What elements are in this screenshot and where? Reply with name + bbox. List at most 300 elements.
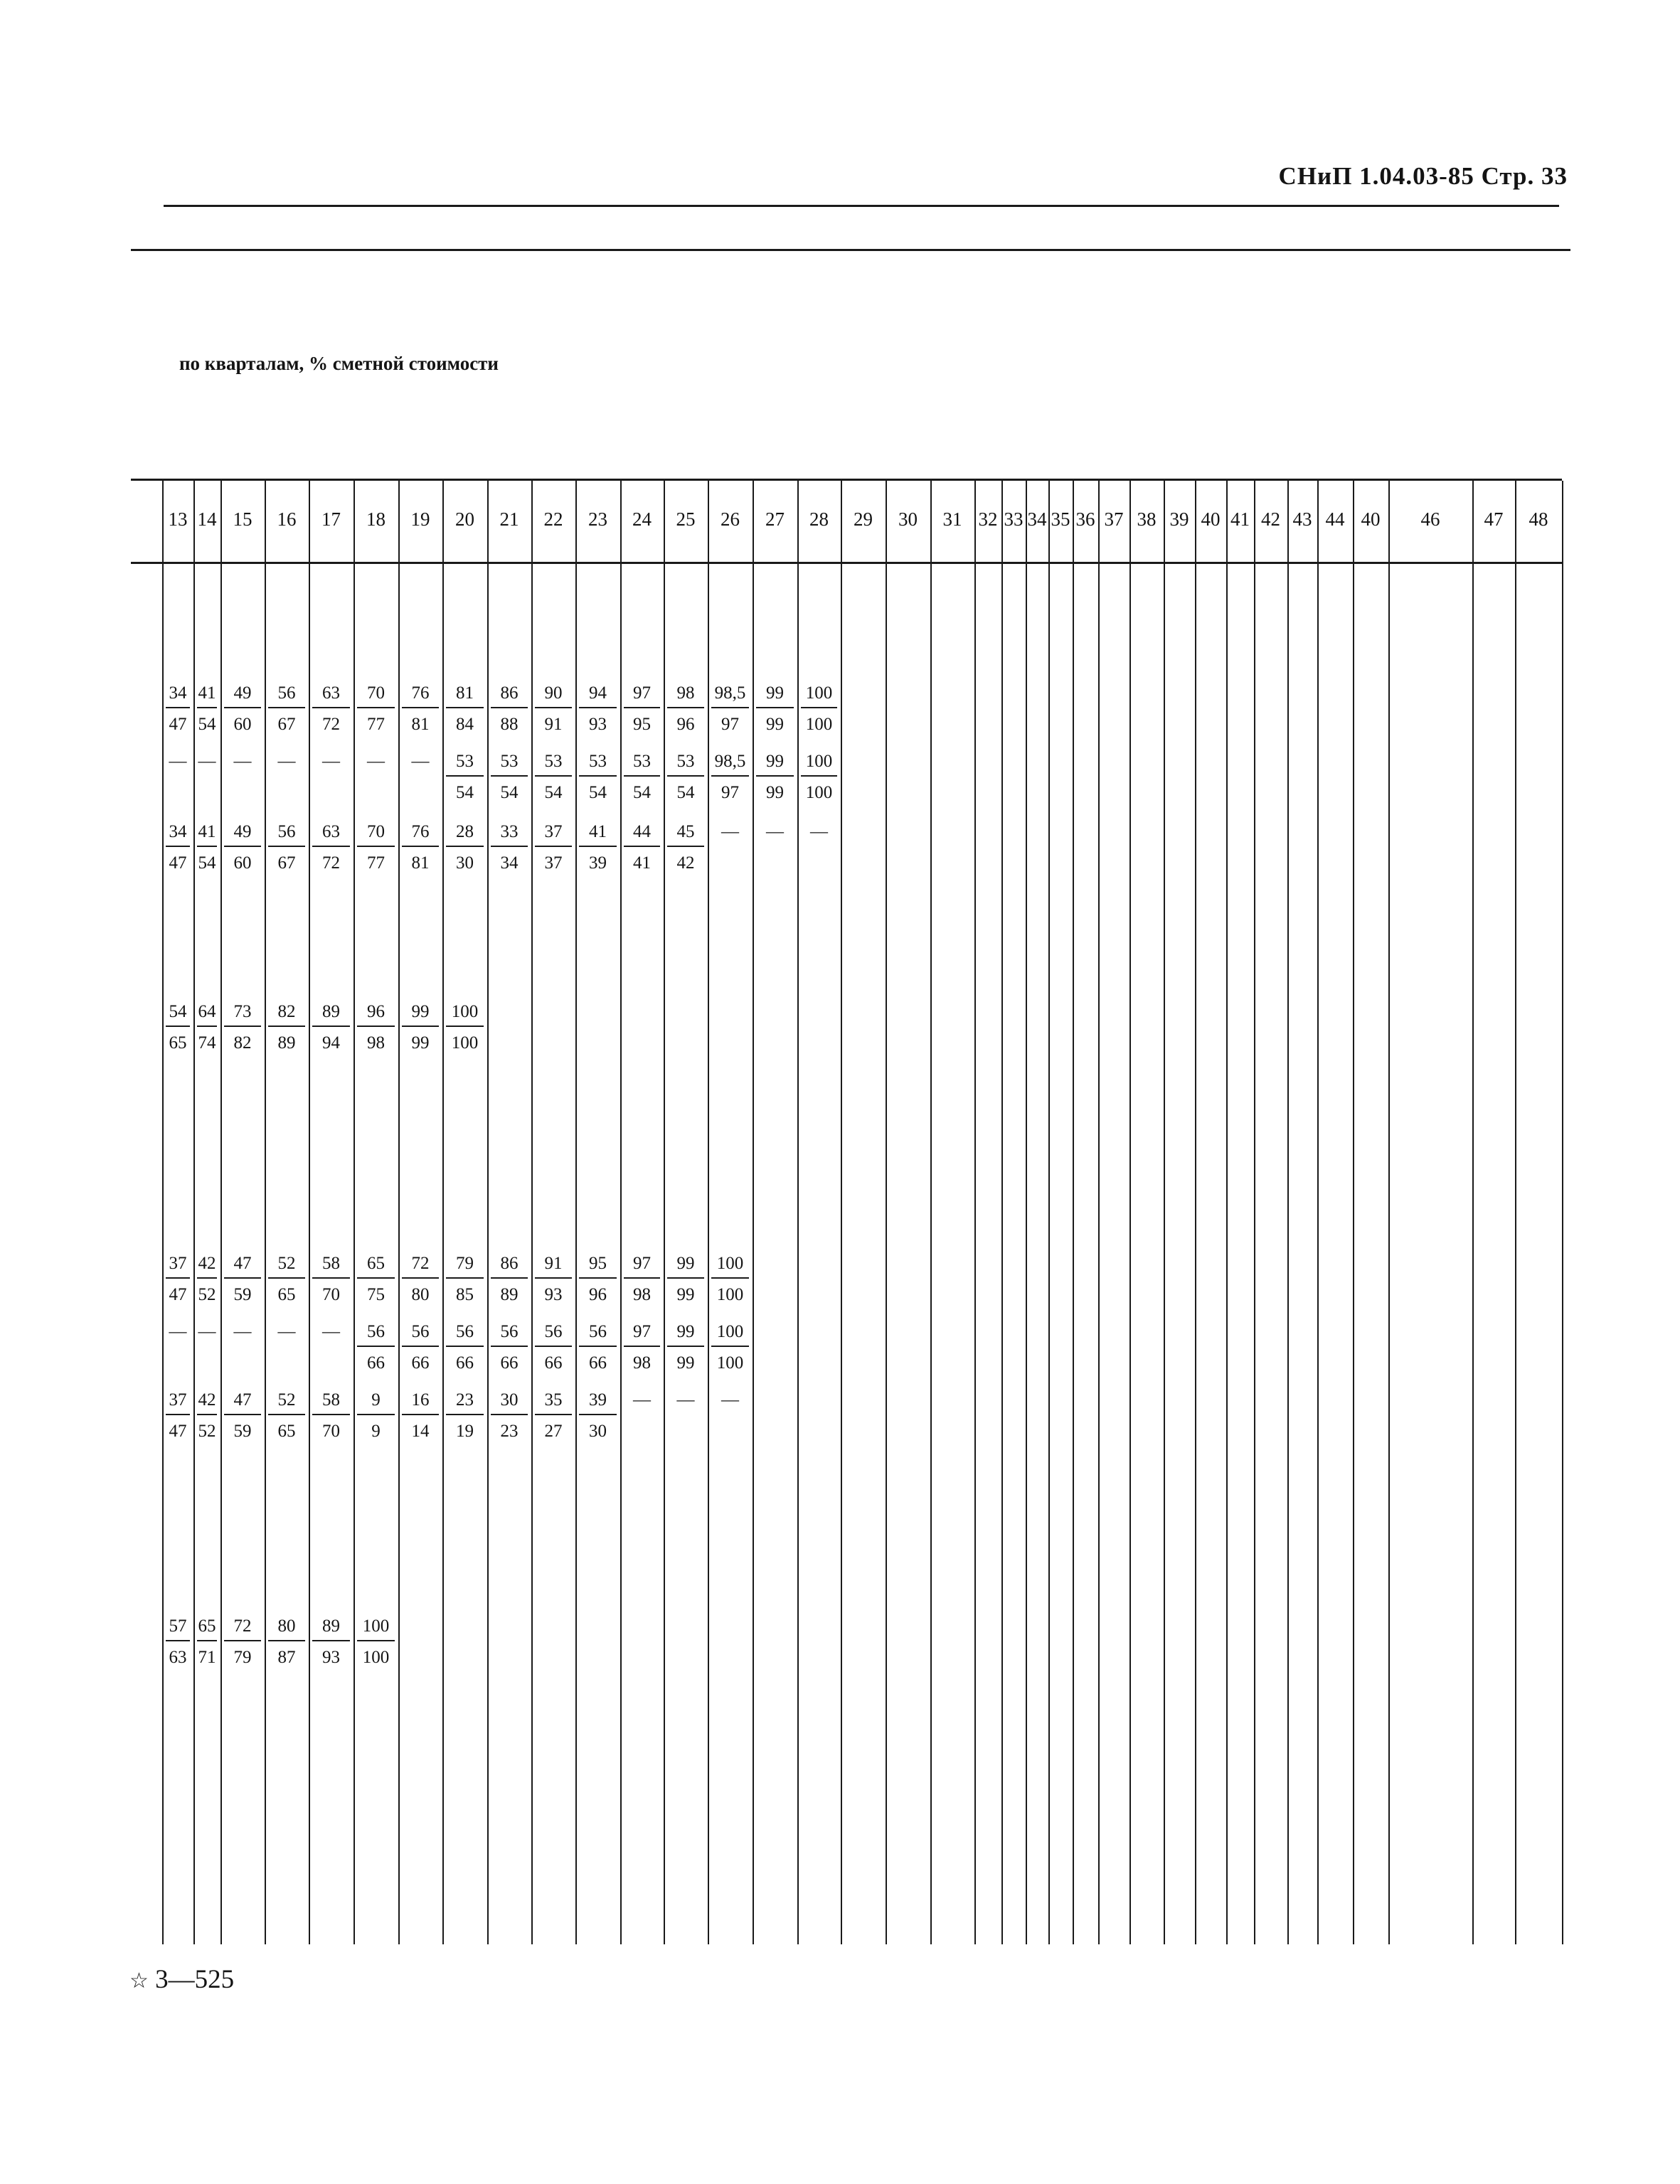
cell-denominator: 30: [589, 1422, 607, 1441]
cell-numerator: 95: [579, 1253, 617, 1279]
cell-denominator: 79: [233, 1648, 252, 1667]
table-cell: [162, 1253, 193, 1306]
cell-denominator: 89: [277, 1033, 296, 1053]
column-header: 24: [632, 508, 652, 530]
table-cell: [620, 821, 664, 874]
table-cell: [575, 1253, 620, 1306]
cell-denominator: 95: [633, 715, 651, 734]
cell-numerator: —: [721, 1390, 739, 1410]
cell-denominator: 54: [544, 783, 563, 802]
cell-numerator: 79: [446, 1253, 484, 1279]
cell-denominator: 54: [589, 783, 607, 802]
cell-denominator: 47: [169, 715, 187, 734]
cell-numerator: 70: [357, 821, 395, 847]
table-cell: [575, 683, 620, 735]
column-divider: [1317, 481, 1319, 1944]
table-cell: [265, 751, 309, 802]
column-divider: [1129, 481, 1131, 1944]
cell-denominator: 98: [367, 1033, 385, 1053]
table-cell: [220, 1390, 265, 1442]
cell-denominator: 93: [589, 715, 607, 734]
column-header: 34: [1027, 508, 1047, 530]
cell-denominator: 41: [633, 853, 651, 873]
cell-numerator: 56: [268, 821, 305, 847]
cell-numerator: 56: [579, 1321, 617, 1347]
cell-denominator: 19: [456, 1422, 474, 1441]
cell-denominator: [398, 775, 442, 802]
cell-denominator: 23: [500, 1422, 519, 1441]
table-caption: по кварталам, % сметной стоимости: [179, 353, 499, 374]
table-cell: [265, 1390, 309, 1442]
cell-denominator: 47: [169, 853, 187, 873]
cell-numerator: —: [277, 752, 296, 771]
cell-denominator: 30: [456, 853, 474, 873]
cell-denominator: 96: [589, 1285, 607, 1304]
cell-denominator: 97: [721, 715, 739, 734]
cell-numerator: —: [322, 752, 340, 771]
column-divider: [974, 481, 976, 1944]
table-cell: [220, 821, 265, 874]
table-cell: [309, 821, 353, 874]
cell-denominator: [309, 775, 353, 802]
cell-denominator: 74: [198, 1033, 216, 1053]
cell-numerator: 23: [446, 1390, 484, 1415]
cell-denominator: 98: [633, 1285, 651, 1304]
cell-numerator: 65: [197, 1616, 217, 1641]
cell-numerator: 56: [357, 1321, 395, 1347]
table-cell: [353, 751, 398, 802]
table-cell: [575, 1390, 620, 1442]
table-cell: [265, 1321, 309, 1373]
cell-denominator: 81: [411, 715, 430, 734]
cell-numerator: 72: [224, 1616, 261, 1641]
cell-numerator: 100: [801, 683, 837, 708]
cell-denominator: [797, 846, 841, 873]
column-header: 14: [197, 508, 217, 530]
cell-numerator: —: [169, 1322, 187, 1341]
table-cell: [398, 1001, 442, 1054]
table-cell: [487, 683, 531, 735]
column-divider: [1001, 481, 1003, 1944]
cell-numerator: 28: [446, 821, 484, 847]
column-divider: [841, 481, 842, 1944]
cell-numerator: 100: [801, 751, 837, 777]
table-cell: [797, 683, 841, 735]
table-cell: [193, 1321, 220, 1373]
cell-denominator: 63: [169, 1648, 187, 1667]
cell-denominator: 77: [367, 715, 385, 734]
cell-denominator: 85: [456, 1285, 474, 1304]
table-cell: [162, 821, 193, 874]
cell-numerator: 53: [491, 751, 528, 777]
cell-denominator: 60: [233, 853, 252, 873]
cell-denominator: 65: [277, 1422, 296, 1441]
column-divider: [1073, 481, 1074, 1944]
cell-numerator: —: [277, 1322, 296, 1341]
cell-denominator: 54: [633, 783, 651, 802]
table-cell: [309, 1390, 353, 1442]
table-cell: [531, 1390, 575, 1442]
cell-denominator: 84: [456, 715, 474, 734]
cell-numerator: 58: [312, 1390, 350, 1415]
cell-numerator: 52: [268, 1253, 305, 1279]
cell-numerator: 97: [624, 1253, 660, 1279]
table-cell: [664, 1390, 708, 1441]
column-header: 31: [942, 508, 962, 530]
cell-denominator: 14: [411, 1422, 430, 1441]
cell-numerator: 37: [166, 1253, 190, 1279]
cell-denominator: 82: [233, 1033, 252, 1053]
column-header: 32: [978, 508, 998, 530]
table-cell: [309, 683, 353, 735]
cell-numerator: 41: [197, 821, 217, 847]
cell-numerator: —: [198, 752, 216, 771]
table-cell: [620, 1390, 664, 1441]
table-cell: [162, 1616, 193, 1668]
cell-numerator: 47: [224, 1390, 261, 1415]
cell-numerator: 56: [446, 1321, 484, 1347]
cell-numerator: 56: [535, 1321, 572, 1347]
column-divider: [1026, 481, 1027, 1944]
column-header: 19: [410, 508, 430, 530]
cell-denominator: [708, 846, 753, 873]
cell-denominator: 60: [233, 715, 252, 734]
cell-numerator: 94: [579, 683, 617, 708]
cell-numerator: —: [810, 822, 828, 841]
table-cell: [353, 683, 398, 735]
cell-numerator: 49: [224, 821, 261, 847]
cell-denominator: [220, 775, 265, 802]
cell-numerator: 44: [624, 821, 660, 847]
cell-numerator: 97: [624, 1321, 660, 1347]
cell-numerator: 65: [357, 1253, 395, 1279]
table-cell: [664, 751, 708, 804]
cell-denominator: 66: [367, 1353, 385, 1373]
cell-denominator: [162, 775, 193, 802]
cell-numerator: 80: [268, 1616, 305, 1641]
cell-numerator: 53: [446, 751, 484, 777]
table-cell: [398, 683, 442, 735]
cell-denominator: 100: [716, 1285, 744, 1304]
cell-denominator: 65: [277, 1285, 296, 1304]
column-header: 18: [366, 508, 386, 530]
cell-numerator: —: [676, 1390, 695, 1410]
column-header: 47: [1484, 508, 1504, 530]
cell-numerator: 30: [491, 1390, 528, 1415]
column-header: 48: [1529, 508, 1548, 530]
table-cell: [193, 683, 220, 735]
cell-numerator: 81: [446, 683, 484, 708]
table-cell: [708, 751, 753, 804]
cell-denominator: 100: [716, 1353, 744, 1373]
column-divider: [1287, 481, 1289, 1944]
table-cell: [442, 1001, 487, 1054]
cell-denominator: [265, 775, 309, 802]
column-divider: [1195, 481, 1196, 1944]
table-cell: [442, 1390, 487, 1442]
cell-numerator: —: [633, 1390, 651, 1410]
table-cell: [575, 751, 620, 804]
cell-denominator: 98: [633, 1353, 651, 1373]
table-cell: [753, 683, 797, 735]
column-header: 30: [898, 508, 918, 530]
table-cell: [353, 1616, 398, 1668]
table-cell: [193, 821, 220, 874]
table-cell: [708, 1390, 753, 1441]
cell-denominator: [620, 1414, 664, 1441]
cell-numerator: 91: [535, 1253, 572, 1279]
table-cell: [265, 1001, 309, 1054]
cell-numerator: 100: [446, 1001, 484, 1027]
table-cell: [487, 751, 531, 804]
table-cell: [353, 1253, 398, 1306]
table-cell: [265, 1616, 309, 1668]
table-cell: [620, 751, 664, 804]
header-rule: [164, 205, 1559, 207]
column-header: 16: [277, 508, 297, 530]
column-divider: [1388, 481, 1390, 1944]
column-divider: [1254, 481, 1255, 1944]
cell-denominator: 47: [169, 1422, 187, 1441]
cell-numerator: —: [233, 1322, 252, 1341]
column-divider: [1515, 481, 1516, 1944]
cell-numerator: 70: [357, 683, 395, 708]
table-cell: [162, 751, 193, 802]
cell-numerator: 96: [357, 1001, 395, 1027]
cell-denominator: 66: [411, 1353, 430, 1373]
cell-numerator: 49: [224, 683, 261, 708]
table-cell: [531, 1321, 575, 1374]
table-cell: [193, 1390, 220, 1442]
table-cell: [220, 683, 265, 735]
cell-denominator: [162, 1346, 193, 1373]
cell-denominator: 77: [367, 853, 385, 873]
cell-numerator: 53: [535, 751, 572, 777]
cell-numerator: 56: [402, 1321, 439, 1347]
cell-numerator: 45: [667, 821, 704, 847]
table-cell: [353, 1390, 398, 1442]
cell-numerator: 63: [312, 821, 350, 847]
table-cell: [442, 683, 487, 735]
cell-numerator: 42: [197, 1390, 217, 1415]
column-header: 20: [455, 508, 474, 530]
cell-denominator: 70: [322, 1422, 340, 1441]
table-cell: [620, 1321, 664, 1374]
column-header: 41: [1230, 508, 1250, 530]
table-cell: [220, 1616, 265, 1668]
cell-denominator: 66: [544, 1353, 563, 1373]
cell-numerator: 41: [197, 683, 217, 708]
column-header: 15: [233, 508, 252, 530]
table-cell: [664, 821, 708, 874]
cell-numerator: —: [169, 752, 187, 771]
column-divider: [1226, 481, 1228, 1944]
table-cell: [309, 1001, 353, 1054]
column-divider: [1353, 481, 1354, 1944]
cell-denominator: 65: [169, 1033, 187, 1053]
cell-numerator: —: [198, 1322, 216, 1341]
cell-denominator: 99: [676, 1285, 695, 1304]
column-header: 36: [1075, 508, 1095, 530]
cell-denominator: [265, 1346, 309, 1373]
cell-denominator: 54: [676, 783, 695, 802]
cell-denominator: 54: [198, 715, 216, 734]
cell-numerator: 98,5: [711, 683, 749, 708]
table-cell: [353, 821, 398, 874]
column-divider: [1164, 481, 1165, 1944]
cell-denominator: 100: [805, 783, 833, 802]
cell-denominator: 100: [451, 1033, 479, 1053]
cell-numerator: 72: [402, 1253, 439, 1279]
cell-denominator: 99: [676, 1353, 695, 1373]
column-header: 46: [1420, 508, 1440, 530]
table-cell: [620, 1253, 664, 1306]
table-cell: [797, 821, 841, 873]
cell-denominator: 59: [233, 1285, 252, 1304]
star-icon: ☆: [129, 1969, 149, 1993]
cell-denominator: 96: [676, 715, 695, 734]
table-cell: [398, 751, 442, 802]
table-cell: [708, 1253, 753, 1306]
cell-denominator: [193, 1346, 220, 1373]
cell-numerator: 56: [491, 1321, 528, 1347]
cell-numerator: 58: [312, 1253, 350, 1279]
table-cell: [664, 1253, 708, 1306]
cell-numerator: 73: [224, 1001, 261, 1027]
cell-denominator: 37: [544, 853, 563, 873]
table-cell: [398, 1390, 442, 1442]
cell-numerator: 41: [579, 821, 617, 847]
table-cell: [309, 1253, 353, 1306]
cell-numerator: 37: [535, 821, 572, 847]
cell-numerator: 99: [402, 1001, 439, 1027]
column-header: 40: [1201, 508, 1221, 530]
cell-denominator: [193, 775, 220, 802]
column-divider: [1098, 481, 1100, 1944]
cell-denominator: 42: [676, 853, 695, 873]
table-cell: [487, 1321, 531, 1374]
column-header: 26: [721, 508, 740, 530]
cell-denominator: 54: [456, 783, 474, 802]
table-cell: [664, 683, 708, 735]
column-divider: [1048, 481, 1050, 1944]
cell-numerator: 35: [535, 1390, 572, 1415]
cell-numerator: —: [721, 822, 739, 841]
table-cell: [353, 1001, 398, 1054]
table-cell: [753, 751, 797, 804]
cell-denominator: 66: [589, 1353, 607, 1373]
table-cell: [708, 1321, 753, 1374]
cell-denominator: [664, 1414, 708, 1441]
table-cell: [442, 1321, 487, 1374]
table-cell: [708, 683, 753, 735]
cell-numerator: 37: [166, 1390, 190, 1415]
table-cell: [531, 1253, 575, 1306]
table-cell: [531, 821, 575, 874]
column-header: 43: [1292, 508, 1312, 530]
cell-denominator: 27: [544, 1422, 563, 1441]
table-cell: [265, 683, 309, 735]
cell-denominator: 72: [322, 715, 340, 734]
table-cell: [664, 1321, 708, 1374]
table-cell: [265, 821, 309, 874]
table-cell: [309, 1321, 353, 1373]
cell-numerator: 86: [491, 1253, 528, 1279]
cell-denominator: 71: [198, 1648, 216, 1667]
cell-denominator: 93: [322, 1648, 340, 1667]
table-cell: [398, 1321, 442, 1374]
table-cell: [708, 821, 753, 873]
cell-numerator: 52: [268, 1390, 305, 1415]
cell-numerator: 89: [312, 1616, 350, 1641]
cell-numerator: 99: [756, 751, 794, 777]
cell-denominator: 88: [500, 715, 519, 734]
table-cell: [487, 821, 531, 874]
table-cell: [753, 821, 797, 873]
header-rule-lower: [131, 249, 1570, 251]
cell-denominator: [353, 775, 398, 802]
cell-numerator: 53: [579, 751, 617, 777]
column-header: 35: [1051, 508, 1070, 530]
column-header: 40: [1361, 508, 1381, 530]
cell-denominator: 59: [233, 1422, 252, 1441]
footer-code: 3—525: [155, 1965, 235, 1994]
cell-numerator: 53: [667, 751, 704, 777]
page-header: СНиП 1.04.03-85 Стр. 33: [1278, 162, 1568, 190]
cell-denominator: 47: [169, 1285, 187, 1304]
cell-denominator: 89: [500, 1285, 519, 1304]
cell-numerator: 100: [711, 1321, 749, 1347]
cell-denominator: 99: [766, 715, 784, 734]
cell-numerator: —: [367, 752, 385, 771]
cell-numerator: 76: [402, 683, 439, 708]
page-footer: [129, 1964, 234, 1995]
column-header: 39: [1169, 508, 1189, 530]
column-header: 23: [588, 508, 607, 530]
table-cell: [193, 1001, 220, 1054]
cell-numerator: 98,5: [711, 751, 749, 777]
table-top-border: [131, 479, 1562, 481]
cell-numerator: 39: [579, 1390, 617, 1415]
cell-denominator: 93: [544, 1285, 563, 1304]
cell-denominator: 66: [456, 1353, 474, 1373]
table-cell: [309, 1616, 353, 1668]
cell-denominator: [753, 846, 797, 873]
cell-denominator: 75: [367, 1285, 385, 1304]
cell-numerator: 89: [312, 1001, 350, 1027]
column-divider: [886, 481, 887, 1944]
cell-numerator: 99: [756, 683, 794, 708]
table-cell: [797, 751, 841, 804]
table-cell: [162, 1001, 193, 1054]
cell-denominator: 80: [411, 1285, 430, 1304]
column-header: 42: [1261, 508, 1280, 530]
cell-numerator: 57: [166, 1616, 190, 1641]
column-header: 38: [1137, 508, 1157, 530]
cell-denominator: [220, 1346, 265, 1373]
table-cell: [487, 1390, 531, 1442]
cell-denominator: 99: [411, 1033, 430, 1053]
cell-numerator: 42: [197, 1253, 217, 1279]
table-cell: [193, 751, 220, 802]
cell-denominator: 91: [544, 715, 563, 734]
table-cell: [193, 1253, 220, 1306]
table-cell: [575, 821, 620, 874]
column-header: 13: [168, 508, 188, 530]
table-cell: [398, 821, 442, 874]
column-header: 33: [1004, 508, 1024, 530]
cell-numerator: 99: [667, 1253, 704, 1279]
